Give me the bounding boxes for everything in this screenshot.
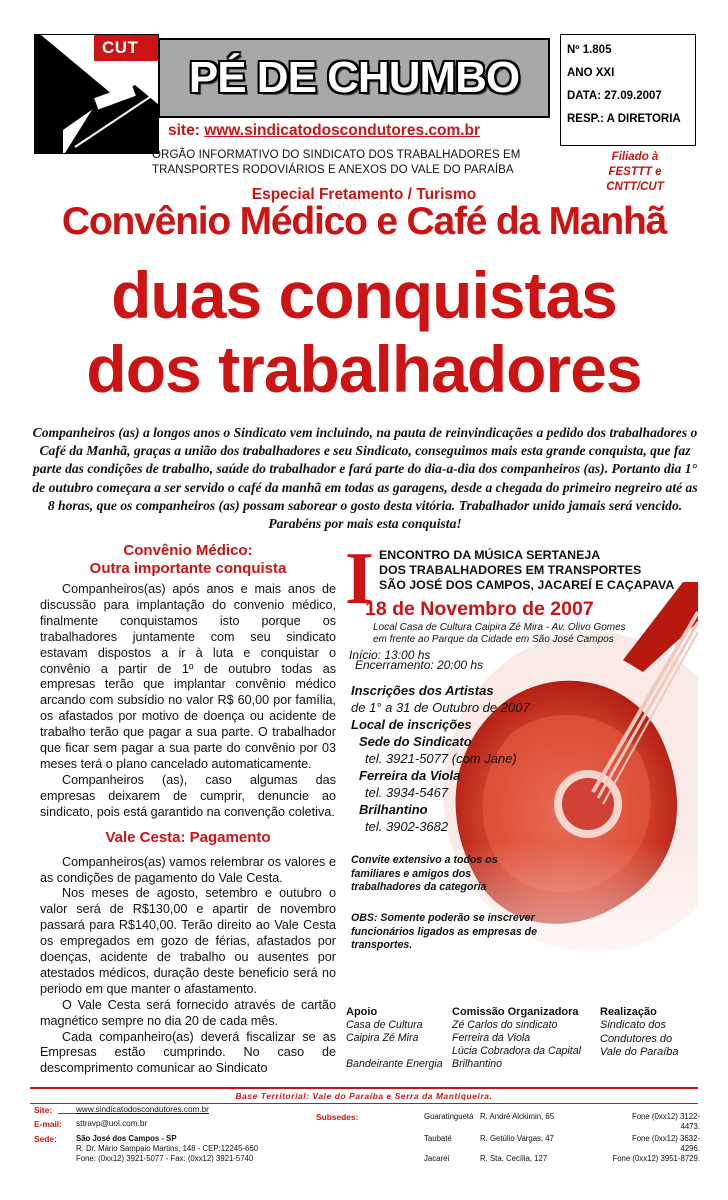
event-start-time: Início: 13:00 hs bbox=[349, 648, 431, 662]
convenio-paragraph-1: Companheiros(as) após anos e mais anos de discussão para implantação do convenio médico, finalmente conquistamos isto porque os trabalhadores juntamente com seu sindicato estavam dispostos a ir à luta e conquistar o convênio a partir de 1º de outubro todas as empresas terão que implantar convênio médico arcando com subsídio no valor R$ 60,00 por família, os afastados por motivo de doença ou acidente de trabalho terão que pagar a sua parte. O trabalhador que ficar sem pagar a sua parte do convênio por 03 meses terá o plano cancelado automaticamente. bbox=[40, 582, 336, 771]
footer-site-underline bbox=[58, 1113, 78, 1114]
event-registration bbox=[351, 682, 681, 835]
issue-info-box bbox=[560, 34, 696, 146]
newspaper-title-text: PÉ DE CHUMBO bbox=[188, 53, 520, 102]
vale-cesta-paragraph-1: Companheiros(as) vamos relembrar os valores e as condições de pagamento do Vale Cesta. bbox=[40, 854, 336, 885]
newspaper-title bbox=[158, 38, 550, 118]
subsede-phone-1-a: Fone (0xx12) 3122- bbox=[631, 1112, 700, 1121]
vale-cesta-title: Vale Cesta: Pagamento bbox=[105, 828, 271, 846]
headline-kicker: Especial Fretamento / Turismo bbox=[251, 186, 477, 203]
vale-cesta-paragraph-3: O Vale Cesta será fornecido através de cartão magnético sempre no dia 20 de cada mês. bbox=[40, 997, 336, 1028]
subsede-address-2: R. Getúlio Vargas, 47 bbox=[480, 1134, 554, 1143]
credits-apoio bbox=[346, 1006, 446, 1071]
event-big-letter: I bbox=[345, 542, 374, 620]
footer-base-territorial: Base Territorial: Vale do Paraíba e Serra da Mantiqueira. bbox=[235, 1091, 493, 1101]
vale-cesta-paragraph-4: Cada companheiro(as) deverá fiscalizar se as Empresas estão cumprindo. No caso de descomprimento comunicar ao Sindicato bbox=[40, 1029, 336, 1076]
subsede-phone-1-b: 4473. bbox=[680, 1122, 700, 1131]
event-location-line-1: Local Casa de Cultura Caipira Zé Mira - Av. Olivo Gomes bbox=[373, 622, 626, 633]
event-title-line-1: ENCONTRO DA MÚSICA SERTANEJA bbox=[379, 548, 601, 562]
subsede-phone-2-b: 4296. bbox=[680, 1144, 700, 1153]
apoio-item-3: Bandeirante Energia bbox=[346, 1058, 443, 1070]
subsede-phone-3: Fone (0xx12) 3951-8729. bbox=[612, 1154, 700, 1163]
comissao-title: Comissão Organizadora bbox=[452, 1006, 579, 1018]
realizacao-item-1: Sindicato dos bbox=[600, 1019, 667, 1031]
convenio-title-line-1: Convênio Médico: bbox=[123, 542, 253, 559]
registration-place-2-phone: tel. 3934-5467 bbox=[365, 785, 449, 800]
headline-line-3: dos trabalhadores bbox=[86, 332, 642, 406]
apoio-item-1: Casa de Cultura bbox=[346, 1019, 423, 1031]
footer-sede-city: São José dos Campos - SP bbox=[76, 1134, 177, 1143]
convenio-title-line-2: Outra importante conquista bbox=[89, 560, 287, 577]
registration-place-2: Ferreira da Viola bbox=[359, 768, 461, 783]
registration-place-1-phone: tel. 3921-5077 (com Jane) bbox=[365, 751, 517, 766]
footer-sede-label: Sede: bbox=[34, 1134, 57, 1144]
subsede-phone-2-a: Fone (0xx12) 3632- bbox=[631, 1134, 700, 1143]
comissao-item-1: Zé Carlos do sindicato bbox=[452, 1019, 558, 1031]
footer-divider-2 bbox=[30, 1103, 698, 1104]
subsede-city-2: Taubaté bbox=[424, 1134, 452, 1143]
event-location-line-2: em frente ao Parque da Cidade em São José Campos bbox=[373, 634, 614, 645]
credits-realizacao bbox=[600, 1006, 700, 1060]
event-location bbox=[373, 622, 693, 646]
footer-site-link[interactable]: www.sindicatodoscondutores.com.br bbox=[76, 1105, 209, 1114]
footer-email[interactable]: sttravp@uol.com.br bbox=[76, 1119, 148, 1128]
footer-sede-phones: Fone: (0xx12) 3921-5077 - Fax: (0xx12) 3921-5740 bbox=[76, 1154, 254, 1163]
footer-sede-address: R. Dr. Mário Sampaio Martins, 148 - CEP:12245-660 bbox=[76, 1144, 259, 1153]
subsede-address-1: R. André Alckimin, 65 bbox=[480, 1112, 555, 1121]
registration-period: de 1° a 31 de Outubro de 2007 bbox=[351, 700, 530, 715]
credits-comissao bbox=[452, 1006, 602, 1071]
left-column bbox=[40, 542, 336, 1077]
subsede-city-3: Jacareí bbox=[424, 1154, 450, 1163]
issue-year: ANO XXI bbox=[567, 67, 615, 79]
comissao-item-2: Ferreira da Viola bbox=[452, 1032, 531, 1044]
event-title bbox=[379, 548, 698, 593]
comissao-item-3: Lúcia Cobradora da Capital bbox=[452, 1045, 581, 1057]
issue-date: DATA: 27.09.2007 bbox=[567, 90, 662, 102]
event-obs: OBS: Somente poderão se inscrever funcionários ligados as empresas de transportes. bbox=[351, 912, 538, 951]
registration-place-3: Brilhantino bbox=[359, 802, 428, 817]
site-label: site: bbox=[168, 122, 200, 139]
affiliation-line-2: FESTTT e CNTT/CUT bbox=[606, 166, 664, 193]
registration-title: Inscrições dos Artistas bbox=[351, 683, 494, 698]
site-link[interactable]: www.sindicatodoscondutores.com.br bbox=[204, 122, 481, 139]
cut-logo-label: CUT bbox=[94, 35, 158, 61]
organ-description bbox=[152, 148, 552, 178]
event-date: 18 de Novembro de 2007 bbox=[365, 598, 594, 620]
site-line bbox=[168, 122, 480, 140]
organ-line-1: ÓRGÃO INFORMATIVO DO SINDICATO DOS TRABALHADORES EM bbox=[152, 149, 521, 161]
footer-divider bbox=[30, 1087, 698, 1089]
subsede-city-1: Guaratinguetá bbox=[424, 1112, 474, 1121]
convenio-paragraph-2: Companheiros (as), caso algumas das empresas deixarem de cumprir, denuncie ao sindicato, pois está garantido na convenção coletiva. bbox=[40, 772, 336, 819]
comissao-item-4: Brilhantino bbox=[452, 1058, 503, 1070]
vale-cesta-paragraph-2: Nos meses de agosto, setembro e outubro o valor será de R$130,00 e apartir de novembro passará para R$140,00. Terão direito ao Vale Cesta os empregados em gozo de férias, afastados por doenças, acidente de trabalho ou ausentes por atestados médicos, duração deste beneficio será no periodo em que manter o afastamento. bbox=[40, 886, 336, 996]
issue-number: Nº 1.805 bbox=[567, 44, 612, 56]
realizacao-title: Realização bbox=[600, 1006, 657, 1018]
footer-sede bbox=[76, 1134, 316, 1164]
headline-line-2: duas conquistas bbox=[111, 258, 617, 332]
realizacao-item-3: Vale do Paraíba bbox=[600, 1046, 679, 1058]
apoio-item-2: Caipira Zé Mira bbox=[346, 1032, 419, 1044]
footer-email-label: E-mail: bbox=[34, 1119, 62, 1129]
organ-line-2: TRANSPORTES RODOVIÁRIOS E ANEXOS DO VALE DO PARAÍBA bbox=[152, 164, 514, 176]
intro-paragraph: Companheiros (as) a longos anos o Sindicato vem incluindo, na pauta de reinvindicações a pedido dos trabalhadores o Café da Manhã, graças a união dos trabalhadores e seu Sindicato, conseguimos mais esta grande conquista, que faz parte das condições de trabalho, saúde do trabalhador e fará parte do dia-a-dia dos companheiros (as). Portanto dia 1° de outubro começara a ser servido o café da manhã em todas as garagens, desde a chegada do primeiro negreiro até as 8 horas, que os companheiros (as) possam saborear o gosto desta vitória. Trabalhador unido jamais será vencido. Parabéns por mais esta conquista! bbox=[32, 425, 698, 532]
footer-site-label: Site: bbox=[34, 1105, 53, 1115]
affiliation-line-1: Filiado à bbox=[611, 151, 659, 163]
registration-places-title: Local de inscrições bbox=[351, 717, 472, 732]
subsede-phone-1 bbox=[608, 1112, 700, 1132]
event-invite: Convite extensivo a todos os familiares e amigos dos trabalhadores da categoria bbox=[351, 854, 498, 893]
subsede-phone-2 bbox=[608, 1134, 700, 1154]
event-poster bbox=[343, 542, 698, 992]
realizacao-item-2: Condutores do bbox=[600, 1032, 673, 1045]
convenio-title bbox=[40, 542, 336, 578]
subsede-address-3: R. Sta. Cecília, 127 bbox=[480, 1154, 548, 1163]
apoio-title: Apoio bbox=[346, 1006, 378, 1018]
footer-subsedes-label: Subsedes: bbox=[316, 1112, 359, 1122]
registration-place-3-phone: tel. 3902-3682 bbox=[365, 819, 449, 834]
event-title-line-2: DOS TRABALHADORES EM TRANSPORTES bbox=[379, 563, 642, 577]
issue-responsible: RESP.: A DIRETORIA bbox=[567, 113, 681, 125]
registration-place-1: Sede do Sindicato bbox=[359, 734, 472, 749]
headline-line-1: Convênio Médico e Café da Manhã bbox=[61, 200, 667, 243]
event-end-time: Encerramento: 20:00 hs bbox=[355, 658, 484, 672]
event-title-line-3: SÃO JOSÉ DOS CAMPOS, JACAREÍ E CAÇAPAVA bbox=[379, 578, 675, 592]
